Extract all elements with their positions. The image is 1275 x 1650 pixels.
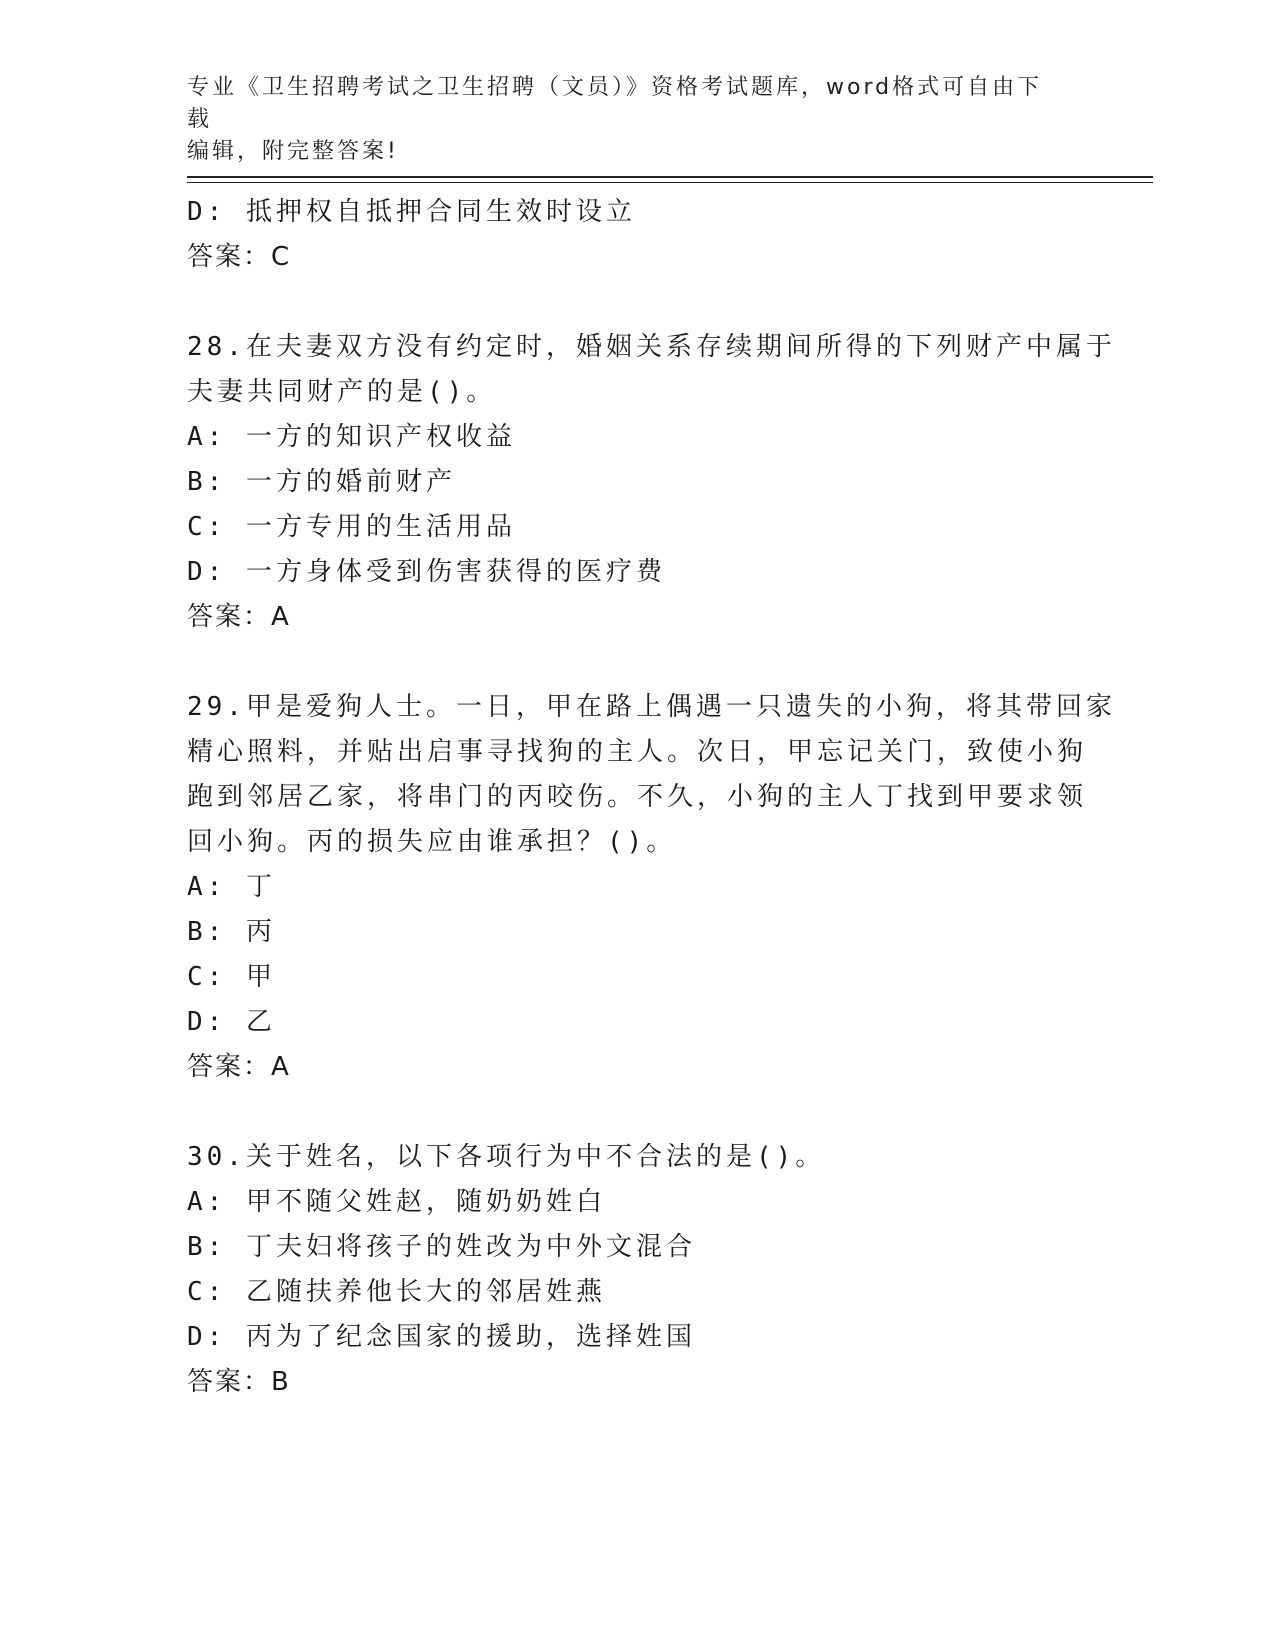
document-header [187, 72, 1067, 168]
spacer [187, 1090, 1087, 1135]
option-c: C: 乙随扶养他长大的邻居姓燕 [187, 1277, 606, 1307]
answer: 答案：A [187, 1052, 291, 1082]
question-stem-line: 夫妻共同财产的是()。 [187, 377, 497, 407]
prev-option-d: D: 抵押权自抵押合同生效时设立 [187, 197, 636, 227]
header-rule-thin [187, 182, 1153, 183]
header-line-1: 专业《卫生招聘考试之卫生招聘（文员）》资格考试题库，word格式可自由下载 [187, 75, 1043, 132]
option-b: B: 丁夫妇将孩子的姓改为中外文混合 [187, 1232, 696, 1262]
option-c: C: 甲 [187, 962, 276, 992]
option-a: A: 一方的知识产权收益 [187, 422, 516, 452]
option-d: D: 乙 [187, 1007, 276, 1037]
question-stem-line: 跑到邻居乙家，将串门的丙咬伤。不久，小狗的主人丁找到甲要求领 [187, 782, 1088, 812]
option-b: B: 一方的婚前财产 [187, 467, 456, 497]
prev-answer: 答案：C [187, 242, 292, 272]
question-stem-line: 28.在夫妻双方没有约定时，婚姻关系存续期间所得的下列财产中属于 [187, 332, 1116, 362]
answer: 答案：A [187, 602, 291, 632]
answer: 答案：B [187, 1367, 291, 1397]
option-d: D: 丙为了纪念国家的援助，选择姓国 [187, 1322, 696, 1352]
question-30 [187, 1135, 1087, 1405]
question-28 [187, 325, 1116, 640]
option-b: B: 丙 [187, 917, 276, 947]
spacer [187, 640, 1087, 685]
option-c: C: 一方专用的生活用品 [187, 512, 516, 542]
question-list [187, 190, 1116, 1405]
question-stem-line: 30.关于姓名，以下各项行为中不合法的是()。 [187, 1142, 826, 1172]
question-stem-line: 29.甲是爱狗人士。一日，甲在路上偶遇一只遗失的小狗，将其带回家 [187, 692, 1116, 722]
header-line-2: 编辑，附完整答案! [187, 139, 399, 164]
question-stem-line: 精心照料，并贴出启事寻找狗的主人。次日，甲忘记关门，致使小狗 [187, 737, 1088, 767]
option-d: D: 一方身体受到伤害获得的医疗费 [187, 557, 666, 587]
spacer [187, 280, 1087, 325]
header-rule-thick [187, 176, 1153, 178]
option-a: A: 丁 [187, 872, 276, 902]
question-29 [187, 685, 1116, 1090]
option-a: A: 甲不随父姓赵，随奶奶姓白 [187, 1187, 606, 1217]
question-stem-line: 回小狗。丙的损失应由谁承担？()。 [187, 827, 677, 857]
